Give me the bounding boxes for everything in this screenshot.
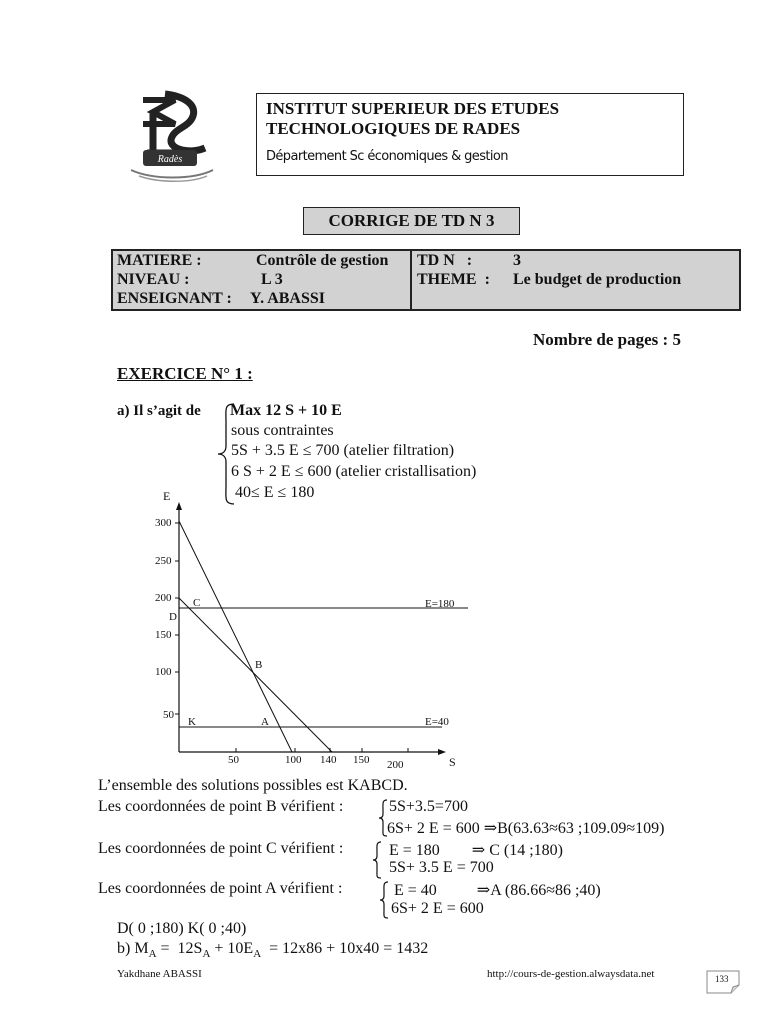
margin-term-s: = 12S — [156, 940, 203, 957]
point-a-label: Les coordonnées de point A vérifient : — [98, 880, 343, 897]
point-label-c: C — [193, 597, 201, 609]
feasible-region-graph — [150, 490, 490, 775]
x-tick-label: 140 — [320, 754, 337, 766]
page-number-box — [706, 970, 740, 994]
line-filtration — [179, 598, 332, 752]
point-a-eq1: E = 40 ⇒A (86.66≈86 ;40) — [394, 882, 601, 899]
x-tick-label: 50 — [228, 754, 239, 766]
institute-logo — [113, 84, 225, 184]
margin-term-e: + 10E — [210, 940, 254, 957]
y-axis-arrow — [176, 502, 182, 510]
course-info-table — [111, 249, 741, 311]
td-label: TD N : — [417, 252, 473, 269]
institute-name-line2: TECHNOLOGIQUES DE RADES — [266, 119, 521, 138]
brace-c — [372, 840, 382, 880]
table-divider — [410, 251, 412, 309]
point-b-label: Les coordonnées de point B vérifient : — [98, 798, 344, 815]
constraint-cristallisation: 6 S + 2 E ≤ 600 (atelier cristallisation) — [231, 463, 477, 480]
y-tick-label: 150 — [155, 629, 172, 641]
footer-author: Yakdhane ABASSI — [117, 968, 202, 980]
x-tick-label: 150 — [353, 754, 370, 766]
enseignant-value: Y. ABASSI — [250, 290, 326, 307]
enseignant-label: ENSEIGNANT : — [117, 290, 232, 307]
niveau-label: NIVEAU : — [117, 271, 190, 288]
point-label-k: K — [188, 716, 196, 728]
y-tick-label: 50 — [163, 709, 174, 721]
x-tick-label: 200 — [387, 759, 404, 771]
institute-box — [256, 93, 684, 176]
point-b-eq2: 6S+ 2 E = 600 ⇒B(63.63≈63 ;109.09≈109) — [387, 820, 665, 837]
exercise-title: EXERCICE N° 1 : — [117, 364, 253, 383]
x-tick-label: 100 — [285, 754, 302, 766]
svg-text:Radès: Radès — [157, 154, 183, 165]
constraints-header: sous contraintes — [231, 422, 334, 439]
constraint-filtration: 5S + 3.5 E ≤ 700 (atelier filtration) — [231, 442, 455, 459]
x-axis-label: S — [449, 755, 456, 769]
theme-value: Le budget de production — [513, 271, 682, 288]
td-value: 3 — [513, 252, 521, 269]
y-axis-label: E — [163, 490, 171, 503]
point-c-label: Les coordonnées de point C vérifient : — [98, 840, 344, 857]
margin-result: = 12x86 + 10x40 = 1432 — [261, 940, 429, 957]
point-a-eq2: 6S+ 2 E = 600 — [391, 900, 484, 917]
objective-function: Max 12 S + 10 E — [230, 402, 342, 419]
part-a-intro: a) Il s’agit de — [117, 403, 201, 419]
page-number: 133 — [715, 974, 729, 984]
page-count: Nombre de pages : 5 — [533, 330, 681, 349]
margin-subscript: A — [202, 948, 211, 961]
matiere-value: Contrôle de gestion — [256, 252, 389, 269]
point-label-b: B — [255, 659, 263, 671]
constraint-bounds: 40≤ E ≤ 180 — [235, 484, 315, 501]
line-label-e180: E=180 — [425, 598, 455, 610]
line-label-e40: E=40 — [425, 716, 449, 728]
y-tick-label: 250 — [155, 555, 172, 567]
y-tick-label: 300 — [155, 517, 172, 529]
margin-calculation — [117, 940, 428, 960]
point-c-eq1: E = 180 ⇒ C (14 ;180) — [389, 842, 563, 859]
footer-url[interactable]: http://cours-de-gestion.alwaysdata.net — [487, 968, 655, 980]
brace-a — [379, 880, 389, 920]
point-label-d: D — [169, 611, 177, 623]
margin-prefix: b) M — [117, 940, 149, 957]
points-d-k: D( 0 ;180) K( 0 ;40) — [117, 920, 247, 937]
document-title: CORRIGE DE TD N 3 — [303, 207, 520, 235]
point-c-eq2: 5S+ 3.5 E = 700 — [389, 859, 494, 876]
x-axis-arrow — [438, 749, 446, 755]
y-tick-label: 200 — [155, 592, 172, 604]
niveau-value: L 3 — [261, 271, 283, 288]
y-tick-label: 100 — [155, 666, 172, 678]
point-b-eq1: 5S+3.5=700 — [389, 798, 468, 815]
department-name: Département Sc économiques & gestion — [266, 149, 508, 164]
solution-set-text: L’ensemble des solutions possibles est KABCD. — [98, 777, 408, 794]
institute-name-line1: INSTITUT SUPERIEUR DES ETUDES — [266, 99, 560, 118]
margin-subscript: A — [148, 948, 157, 961]
point-label-a: A — [261, 716, 269, 728]
margin-subscript: A — [253, 948, 262, 961]
theme-label: THEME : — [417, 271, 490, 288]
matiere-label: MATIERE : — [117, 252, 202, 269]
